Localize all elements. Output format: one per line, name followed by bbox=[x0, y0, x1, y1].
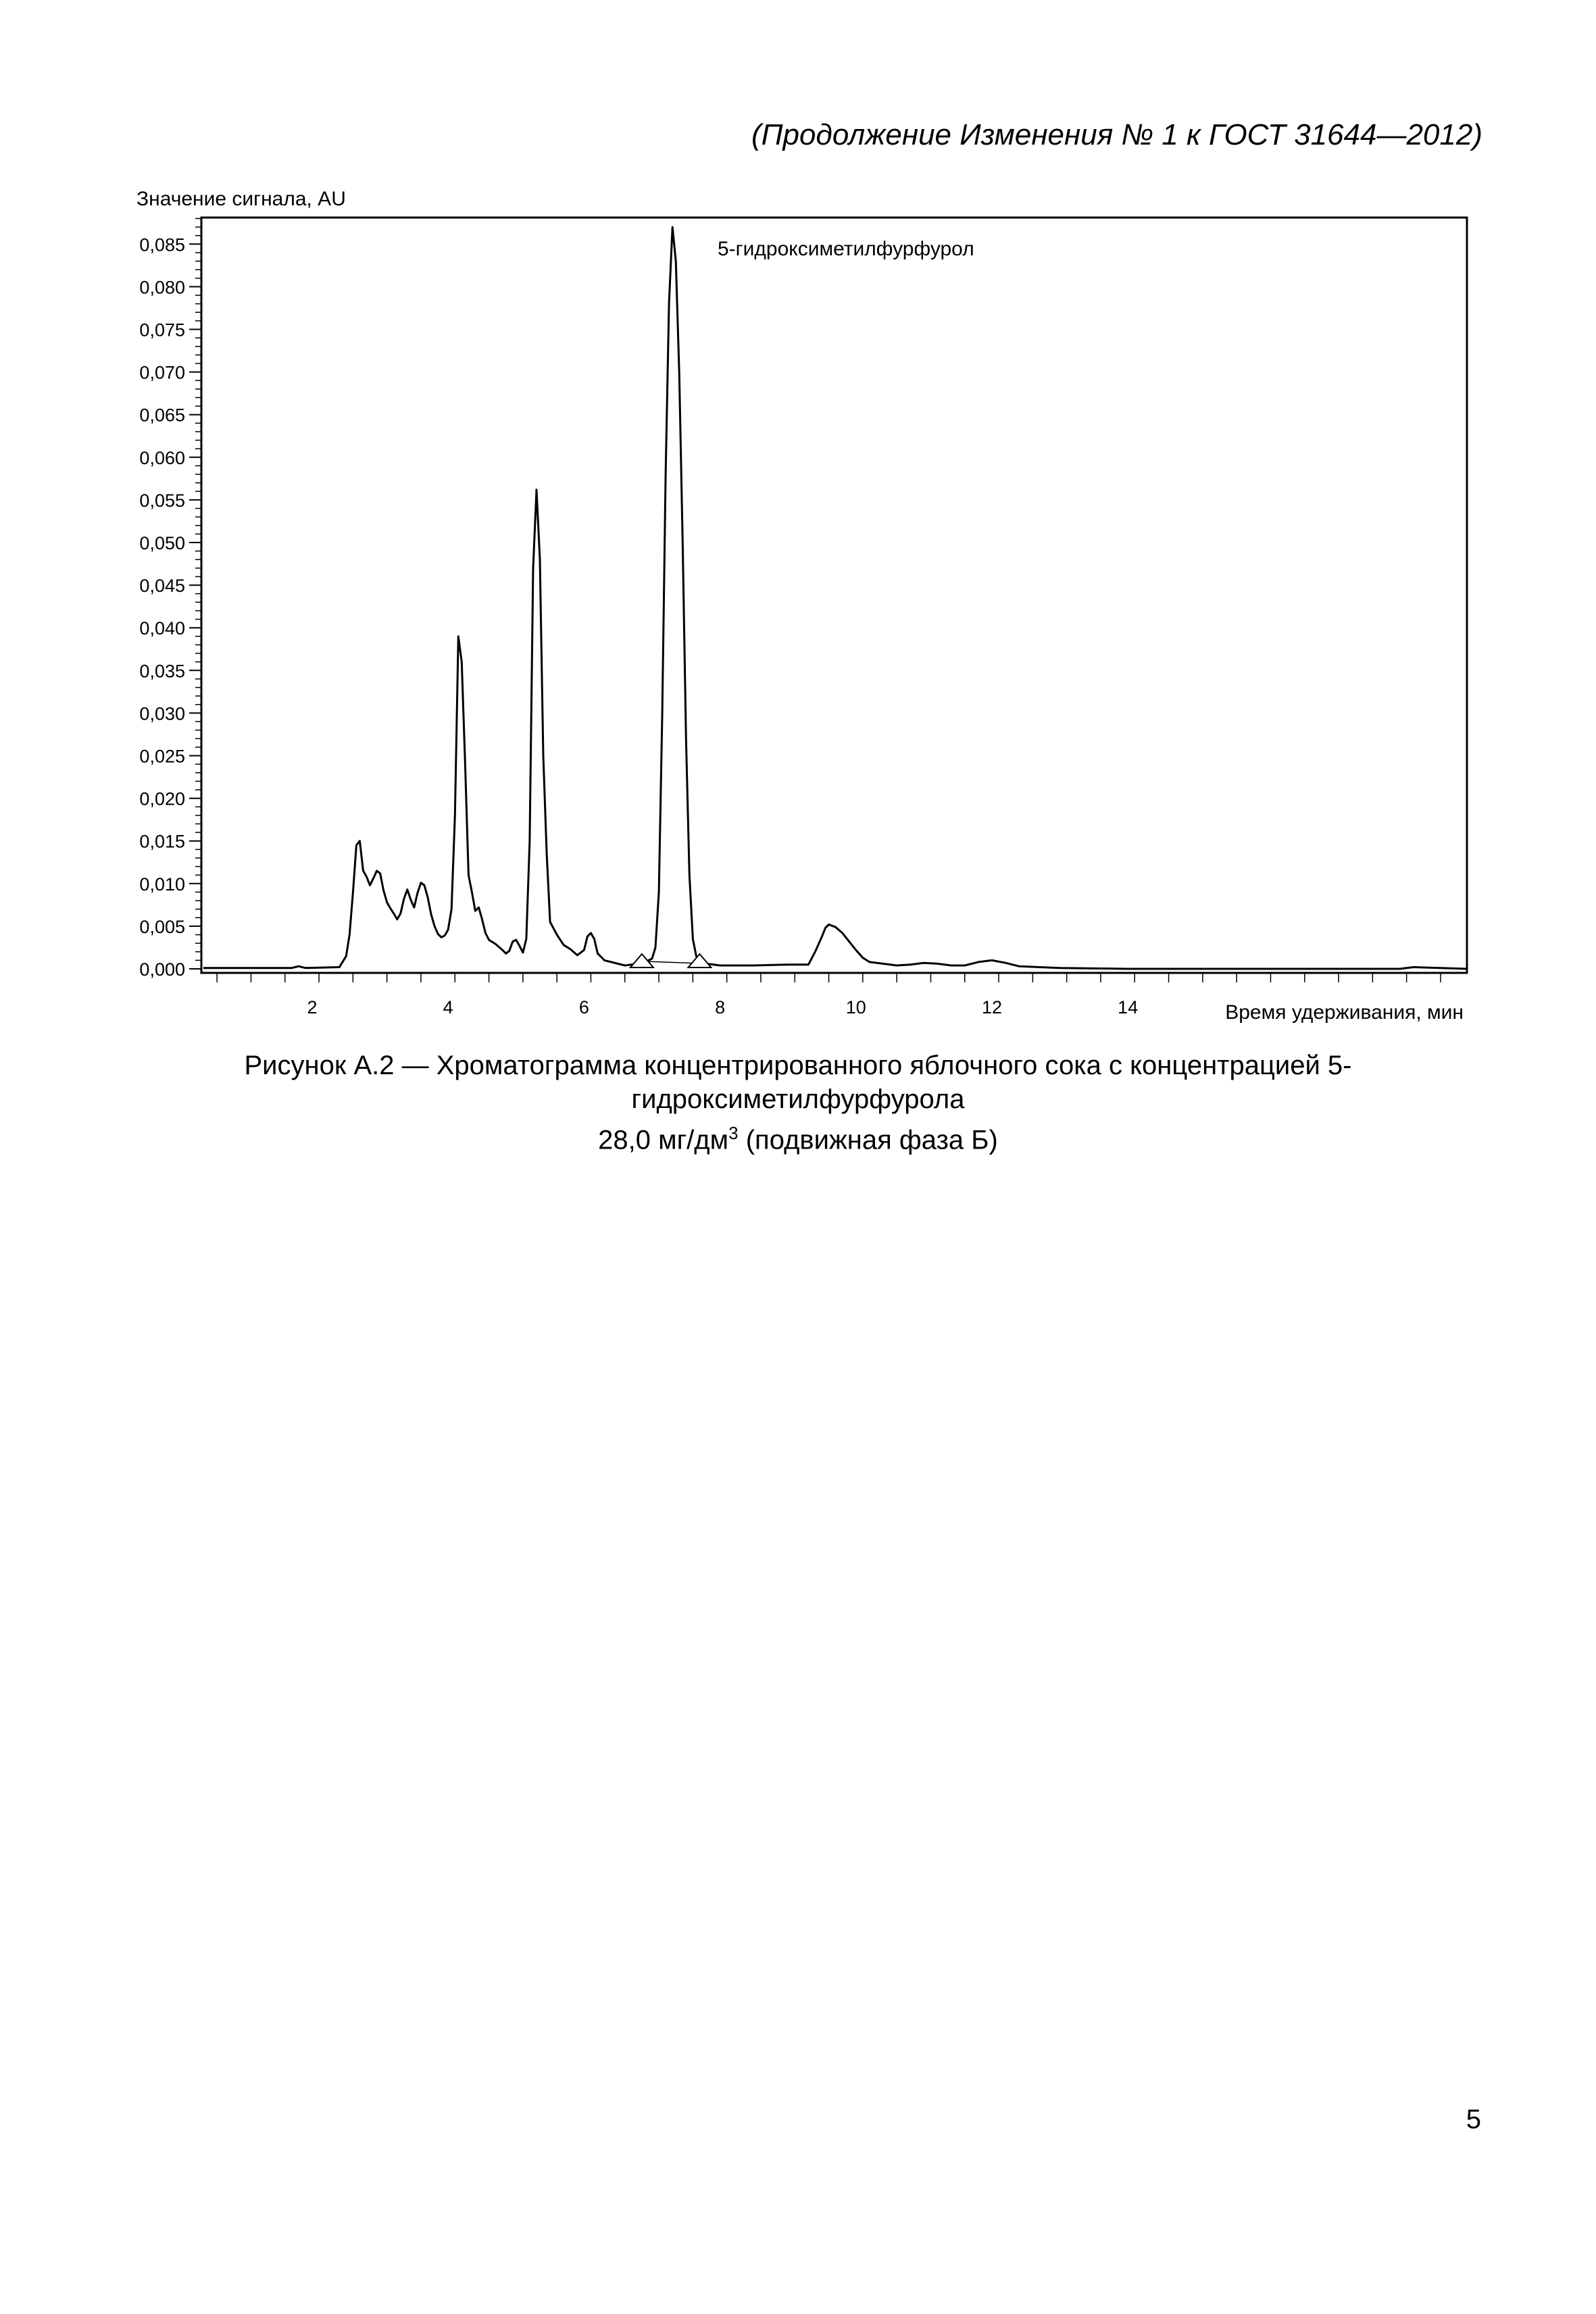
y-tick-label: 0,030 bbox=[139, 703, 185, 724]
y-axis-label: Значение сигнала, AU bbox=[136, 188, 346, 210]
x-tick-label: 14 bbox=[1118, 997, 1139, 1017]
caption-line-1: Рисунок А.2 — Хроматограмма концентрированного яблочного сока с концентрацией 5-гидроксиметилфурфурола bbox=[244, 1051, 1352, 1114]
x-axis-label: Время удерживания, мин bbox=[1225, 1001, 1464, 1024]
x-tick-label: 2 bbox=[307, 997, 318, 1017]
y-tick-label: 0,005 bbox=[139, 916, 185, 937]
y-tick-label: 0,015 bbox=[139, 831, 185, 852]
page-header: (Продолжение Изменения № 1 к ГОСТ 31644—2012) bbox=[751, 118, 1482, 151]
x-tick-label: 6 bbox=[578, 997, 589, 1017]
y-tick-label: 0,025 bbox=[139, 746, 185, 767]
y-tick-label: 0,085 bbox=[139, 234, 185, 255]
page-number: 5 bbox=[1466, 2105, 1481, 2134]
series-line-signal bbox=[203, 227, 1468, 969]
caption-superscript: 3 bbox=[728, 1123, 739, 1143]
plot-frame bbox=[201, 218, 1467, 973]
x-tick-label: 4 bbox=[443, 997, 453, 1017]
y-tick-label: 0,045 bbox=[139, 576, 185, 597]
caption-phase: (подвижная фаза Б) bbox=[738, 1125, 998, 1155]
caption-line-2 bbox=[101, 1116, 1495, 1157]
y-tick-label: 0,070 bbox=[139, 362, 185, 383]
figure-caption bbox=[101, 1049, 1495, 1157]
y-tick-label: 0,035 bbox=[139, 661, 185, 682]
y-tick-label: 0,075 bbox=[139, 320, 185, 341]
y-tick-label: 0,060 bbox=[139, 447, 185, 468]
chromatogram-chart bbox=[0, 0, 1596, 1040]
y-tick-label: 0,065 bbox=[139, 405, 185, 426]
integration-markers bbox=[630, 954, 712, 967]
x-tick-label: 8 bbox=[715, 997, 726, 1017]
y-tick-label: 0,050 bbox=[139, 533, 185, 553]
signal-trace bbox=[203, 227, 1468, 969]
peak-annotation: 5-гидроксиметилфурфурол bbox=[718, 238, 974, 260]
y-tick-label: 0,000 bbox=[139, 959, 185, 980]
y-tick-label: 0,040 bbox=[139, 618, 185, 639]
integration-marker bbox=[688, 954, 711, 967]
x-tick-label: 12 bbox=[981, 997, 1003, 1017]
caption-value: 28,0 мг/дм bbox=[598, 1125, 729, 1155]
y-tick-label: 0,080 bbox=[139, 277, 185, 298]
y-axis bbox=[139, 218, 201, 980]
x-tick-label: 10 bbox=[845, 997, 866, 1017]
y-tick-label: 0,055 bbox=[139, 490, 185, 511]
y-tick-label: 0,020 bbox=[139, 788, 185, 809]
y-tick-label: 0,010 bbox=[139, 874, 185, 895]
